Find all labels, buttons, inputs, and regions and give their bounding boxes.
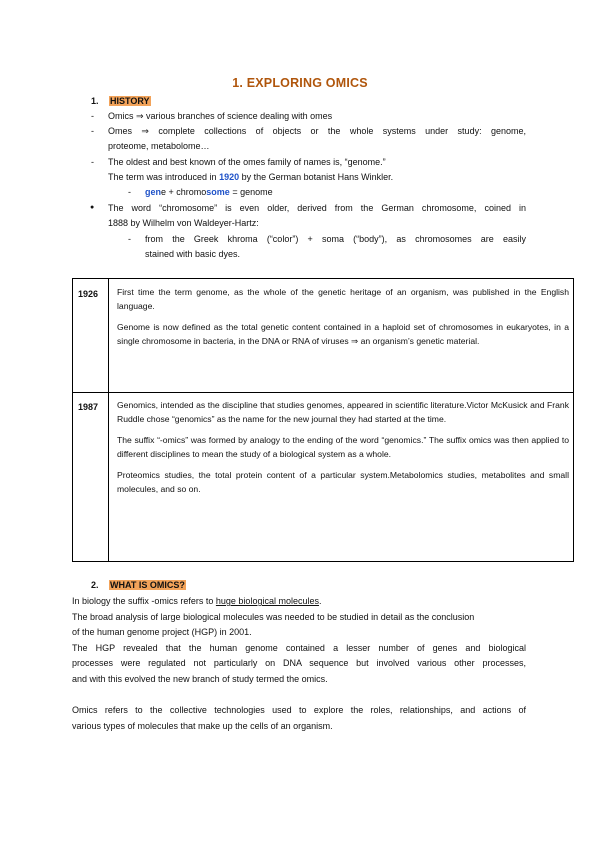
huge-molecules-link: huge biological molecules xyxy=(215,596,319,606)
omics-line-1-pre: In biology the suffix -omics refers to xyxy=(72,596,216,606)
omics-line-5: processes were regulated not particularly on DNA sequence but involved various other processes, xyxy=(72,658,526,668)
section-2-heading xyxy=(91,580,186,590)
table-1987-paragraph-3: Proteomics studies, the total protein content of a particular system.Metabolomics studies, metabolites and small molecules, and so on. xyxy=(117,470,569,494)
history-sub-line-2: stained with basic dyes. xyxy=(145,249,241,259)
omics-line-1 xyxy=(72,595,322,608)
history-bullet-3: The oldest and best known of the omes family of names is, “genome.” xyxy=(108,157,386,167)
history-bullet-3-continuation xyxy=(108,171,393,184)
bullet-dot: ● xyxy=(90,204,95,211)
history-bullet-4-line-2: 1888 by Wilhelm von Waldeyer-Hartz: xyxy=(108,218,259,228)
history-bullet-4-line-1: The word “chromosome” is even older, derived from the German chromosome, coined in xyxy=(108,203,526,213)
omics-line-2: The broad analysis of large biological molecules was needed to be studied in detail as the conclusion xyxy=(72,612,475,622)
omics-line-8: various types of molecules that make up the cells of an organism. xyxy=(72,721,333,731)
omics-line-6: and with this evolved the new branch of study termed the omics. xyxy=(72,674,328,684)
table-row-divider xyxy=(73,392,573,393)
dash-marker: - xyxy=(91,111,94,121)
section-1-number: 1. xyxy=(91,96,99,106)
table-1926-paragraph-1: First time the term genome, as the whole of the genetic heritage of an organism, was published in the English language. xyxy=(117,287,569,311)
winkler-text-pre: The term was introduced in xyxy=(108,172,220,182)
omics-line-4: The HGP revealed that the human genome contained a lesser number of genes and biological xyxy=(72,643,526,653)
gen-highlight: gen xyxy=(145,187,162,197)
dash-marker: - xyxy=(128,187,131,197)
table-cell-1926 xyxy=(117,286,569,356)
omics-line-3: of the human genome project (HGP) in 2001. xyxy=(72,627,252,637)
table-cell-1987 xyxy=(117,399,569,505)
year-1920: 1920 xyxy=(219,172,240,182)
table-1926-paragraph-2: Genome is now defined as the total genetic content contained in a haploid set of chromosomes in eukaryotes, in a single chromosome in bacteria, in the DNA or RNA of viruses ⇒ an organism’s genetic material. xyxy=(117,322,569,346)
section-1-title: HISTORY xyxy=(110,96,150,106)
history-sub-line-1: from the Greek khroma (“color”) + soma (“body”), as chromosomes are easily xyxy=(145,234,526,244)
page-title: 1. EXPLORING OMICS xyxy=(232,76,368,90)
gen-rest: = genome xyxy=(229,187,273,197)
section-2-title: WHAT IS OMICS? xyxy=(110,580,185,590)
gen-mid: e + chromo xyxy=(161,187,207,197)
table-column-divider xyxy=(108,279,109,561)
table-1987-paragraph-2: The suffix “-omics” was formed by analogy to the ending of the word “genomics.” The suffix omics was then applied to different disciplines to mean the study of a biological system as a whole. xyxy=(117,435,569,459)
omics-line-1-post: . xyxy=(318,596,322,606)
dash-marker: - xyxy=(91,126,94,136)
table-year-1987: 1987 xyxy=(78,402,99,412)
history-bullet-2-line-1: Omes ⇒ complete collections of objects or the whole systems under study: genome, xyxy=(108,126,526,136)
history-bullet-1: Omics ⇒ various branches of science dealing with omes xyxy=(108,111,333,121)
winkler-text-post: by the German botanist Hans Winkler. xyxy=(239,172,394,182)
dash-marker: - xyxy=(128,234,131,244)
genome-derivation xyxy=(145,186,273,199)
history-bullet-2-line-2: proteome, metabolome… xyxy=(108,141,210,151)
some-highlight: some xyxy=(206,187,230,197)
dash-marker: - xyxy=(91,157,94,167)
section-2-number: 2. xyxy=(91,580,99,590)
omics-line-7: Omics refers to the collective technologies used to explore the roles, relationships, and actions of xyxy=(72,705,526,715)
table-1987-paragraph-1: Genomics, intended as the discipline that studies genomes, appeared in scientific literature.Victor McKusick and Frank Ruddle chose “genomics” as the name for the new journal they had started at the time. xyxy=(117,400,569,424)
history-table xyxy=(72,278,574,562)
table-year-1926: 1926 xyxy=(78,289,99,299)
section-1-heading xyxy=(91,96,151,106)
